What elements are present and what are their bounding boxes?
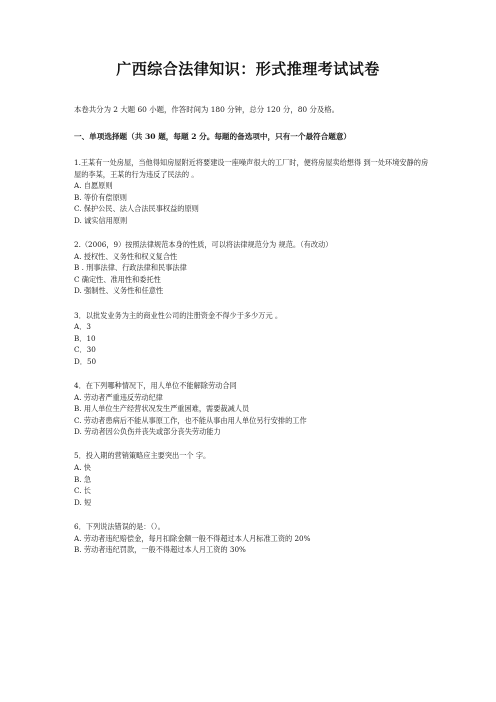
option-b: B. 急 [74,474,92,484]
question-stem: 6．下列说法错误的是：（）。 [74,521,165,531]
section-heading: 一、单项选择题（共 30 题，每题 2 分。每题的备选项中，只有一个最符合题意） [74,132,352,141]
question-stem: 5．投入期的营销策略应主要突出一个 字。 [74,451,211,461]
question-stem: 3．以批发业务为主的商业性公司的注册资金不得少于多少万元 。 [74,310,283,320]
document-title: 广西综合法律知识：形式推理考试试卷 [116,60,380,78]
option-c: C. 劳动者患病后不能从事原工作，也不能从事由用人单位另行安排的工作 [74,415,307,425]
question-list [74,157,434,568]
question-stem: 4．在下列哪种情况下，用人单位不能解除劳动合同 [74,381,237,390]
option-d: D．50 [74,356,97,366]
option-a: A. 劳动者违纪赔偿金，每月扣除金额一般不得超过本人月标准工资的 20% [74,533,311,543]
option-d: D. 诚实信用原则 [74,215,128,225]
question-4 [74,380,434,438]
question-2 [74,239,434,297]
option-b: B．10 [74,333,96,343]
option-b: B . 刑事法律、行政法律和民事法律 [74,263,187,273]
option-a: A. 授权性、义务性和权义复合性 [74,251,178,261]
exam-instructions: 本卷共分为 2 大题 60 小题，作答时间为 180 分钟，总分 120 分，80 分及格。 [74,105,340,114]
option-b: B. 等价有偿原则 [74,192,127,202]
question-6 [74,521,434,556]
question-1 [74,157,434,227]
option-a: A. 自愿原则 [74,181,113,191]
option-b: B. 劳动者违纪罚款，一般不得超过本人月工资的 30% [74,545,246,555]
option-d: D. 劳动者因公负伤并丧失或部分丧失劳动能力 [74,427,221,437]
option-d: D. 强制性、义务性和任意性 [74,286,164,296]
option-c: C. 长 [74,486,91,496]
option-c: C 确定性、准用性和委托性 [74,274,161,284]
option-c: C. 保护公民、法人合法民事权益的原则 [74,204,199,214]
option-a: A. 快 [74,463,91,473]
question-stem: 1.王某有一处房屋，当他得知房屋附近将要建设一座噪声很大的工厂时，便将房屋卖给想得 到一处环境安静的房屋的李某，王某的行为违反了民法的 。 [74,158,429,179]
question-3 [74,310,434,368]
option-a: A. 劳动者严重违反劳动纪律 [74,392,163,402]
option-c: C．30 [74,345,96,355]
option-d: D. 短 [74,497,92,507]
option-b: B. 用人单位生产经营状况发生严重困难，需要裁减人员 [74,404,250,414]
question-stem: 2.（2006，9）按照法律规范本身的性质，可以将法律规范分为 规范。（有改动） [74,240,333,250]
question-5 [74,450,434,508]
option-a: A．3 [74,322,91,332]
